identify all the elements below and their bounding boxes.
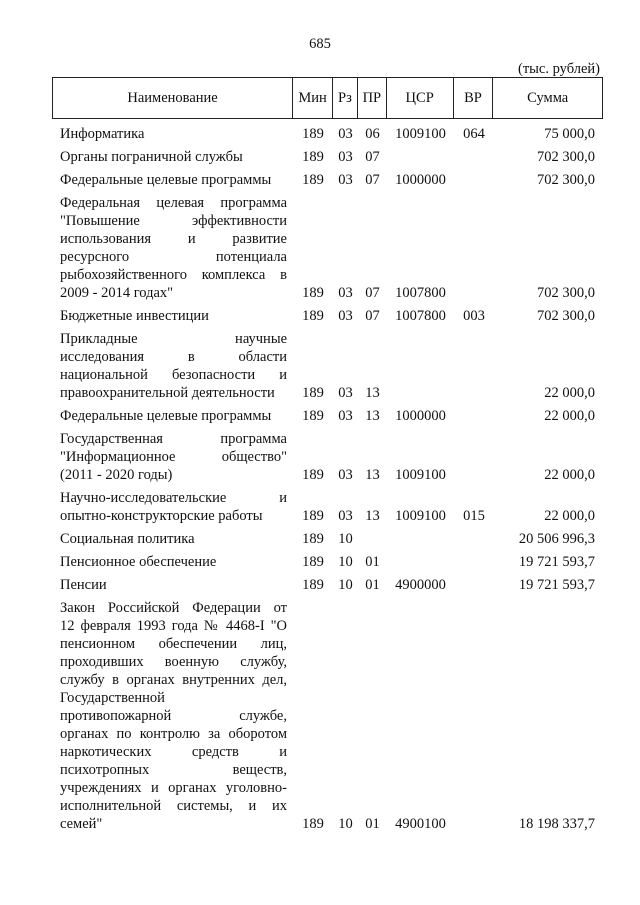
row-name-line: Прикладные научные [60,331,287,347]
cell-min: 189 [302,531,324,547]
cell-sum: 20 506 996,3 [518,531,595,547]
cell-rz: 10 [338,531,353,547]
table-row [52,330,603,402]
row-name-line: (2011 - 2020 годы) [60,467,173,483]
cell-rz: 03 [338,408,353,424]
row-name [52,530,293,548]
cell-pr: 07 [365,285,380,301]
row-name-line: исследования в области [60,349,287,365]
header-sum: Сумма [527,89,569,106]
cell-sum: 22 000,0 [544,408,595,424]
row-name-line: Пенсионное обеспечение [60,554,217,570]
row-name-line: Закон Российской Федерации от [60,600,287,616]
cell-min: 189 [302,816,324,832]
row-name-line: Федеральная целевая программа [60,195,287,211]
row-name-line: исполнительной системы, и их [60,798,287,814]
cell-vr: 003 [463,308,485,324]
row-name [52,171,293,189]
cell-min: 189 [302,554,324,570]
row-name-line: "Информационное общество" [60,449,287,465]
row-name-line: ресурсного потенциала [60,249,287,265]
cell-csr: 1007800 [395,308,446,324]
cell-min: 189 [302,126,324,142]
table-row [52,125,603,143]
row-name-line: использования и развитие [60,231,287,247]
cell-pr: 13 [365,508,380,524]
table-row [52,599,603,833]
cell-pr: 06 [365,126,380,142]
row-name-line: Пенсии [60,577,107,593]
cell-sum: 702 300,0 [537,285,595,301]
cell-csr: 1009100 [395,508,446,524]
row-name-line: проходивших военную службу, [60,654,287,670]
header-rz: Рз [333,78,358,118]
cell-rz: 10 [338,554,353,570]
cell-pr: 13 [365,385,380,401]
cell-pr: 07 [365,308,380,324]
cell-pr: 01 [365,554,380,570]
row-name [52,330,293,402]
table-row [52,148,603,166]
cell-rz: 03 [338,467,353,483]
row-name-line: семей" [60,816,103,832]
row-name-line: 2009 - 2014 годах" [60,285,174,301]
cell-pr: 01 [365,816,380,832]
row-name [52,194,293,302]
table-row [52,489,603,525]
cell-min: 189 [302,172,324,188]
cell-sum: 75 000,0 [544,126,595,142]
cell-sum: 22 000,0 [544,508,595,524]
row-name [52,307,293,325]
cell-rz: 10 [338,816,353,832]
cell-rz: 03 [338,126,353,142]
cell-min: 189 [302,285,324,301]
row-name-line: 12 февраля 1993 года № 4468-I "О [60,618,287,634]
row-name [52,553,293,571]
cell-rz: 03 [338,508,353,524]
cell-sum: 702 300,0 [537,149,595,165]
row-name-line: Информатика [60,126,145,142]
row-name [52,430,293,484]
cell-rz: 03 [338,285,353,301]
cell-csr: 1009100 [395,467,446,483]
cell-sum: 19 721 593,7 [518,577,595,593]
row-name [52,148,293,166]
cell-pr: 07 [365,172,380,188]
table-header [52,77,603,119]
table-row [52,194,603,302]
table-body [52,120,603,833]
table-row [52,576,603,594]
row-name [52,125,293,143]
cell-csr: 1007800 [395,285,446,301]
units-label: (тыс. рублей) [518,61,600,77]
cell-pr: 07 [365,149,380,165]
cell-rz: 10 [338,577,353,593]
header-csr: ЦСР [387,78,454,118]
cell-min: 189 [302,577,324,593]
cell-rz: 03 [338,385,353,401]
table-row [52,430,603,484]
row-name-line: органах по контролю за оборотом [60,726,287,742]
row-name-line: Органы пограничной службы [60,149,243,165]
row-name-line: Федеральные целевые программы [60,408,272,424]
cell-min: 189 [302,467,324,483]
row-name-line: национальной безопасности и [60,367,287,383]
cell-sum: 702 300,0 [537,172,595,188]
row-name-line: Научно-исследовательские и [60,490,287,506]
row-name [52,489,293,525]
row-name-line: Социальная политика [60,531,195,547]
header-name: Наименование [53,78,293,118]
row-name [52,599,293,833]
cell-sum: 19 721 593,7 [518,554,595,570]
cell-sum: 702 300,0 [537,308,595,324]
row-name-line: рыбохозяйственного комплекса в [60,267,287,283]
cell-min: 189 [302,149,324,165]
cell-csr: 1000000 [395,172,446,188]
row-name-line: противопожарной службе, [60,708,287,724]
row-name-line: учреждениях и органах уголовно- [60,780,287,796]
table-row [52,407,603,425]
row-name-line: правоохранительной деятельности [60,385,275,401]
row-name-line: Государственная программа [60,431,287,447]
table-row [52,171,603,189]
row-name-line: службу в органах внутренних дел, [60,672,287,688]
cell-pr: 13 [365,467,380,483]
cell-pr: 01 [365,577,380,593]
cell-csr: 1000000 [395,408,446,424]
row-name-line: наркотических средств и [60,744,287,760]
cell-pr: 13 [365,408,380,424]
row-name-line: Бюджетные инвестиции [60,308,209,324]
cell-rz: 03 [338,308,353,324]
cell-csr: 1009100 [395,126,446,142]
row-name-line: Государственной [60,690,165,706]
header-min: Мин [293,78,333,118]
header-vr: ВР [454,78,494,118]
page-number: 685 [309,36,331,52]
cell-vr: 064 [463,126,485,142]
cell-min: 189 [302,385,324,401]
cell-sum: 18 198 337,7 [518,816,595,832]
row-name [52,576,293,594]
cell-vr: 015 [463,508,485,524]
cell-sum: 22 000,0 [544,385,595,401]
row-name-line: пенсионном обеспечении лиц, [60,636,287,652]
row-name-line: опытно-конструкторские работы [60,508,263,524]
cell-csr: 4900100 [395,816,446,832]
cell-csr: 4900000 [395,577,446,593]
cell-rz: 03 [338,149,353,165]
table-row [52,553,603,571]
table-row [52,530,603,548]
cell-min: 189 [302,308,324,324]
row-name-line: Федеральные целевые программы [60,172,272,188]
cell-min: 189 [302,508,324,524]
header-pr: ПР [358,78,387,118]
row-name-line: "Повышение эффективности [60,213,287,229]
cell-sum: 22 000,0 [544,467,595,483]
cell-min: 189 [302,408,324,424]
table-row [52,307,603,325]
row-name-line: психотропных веществ, [60,762,287,778]
cell-rz: 03 [338,172,353,188]
row-name [52,407,293,425]
